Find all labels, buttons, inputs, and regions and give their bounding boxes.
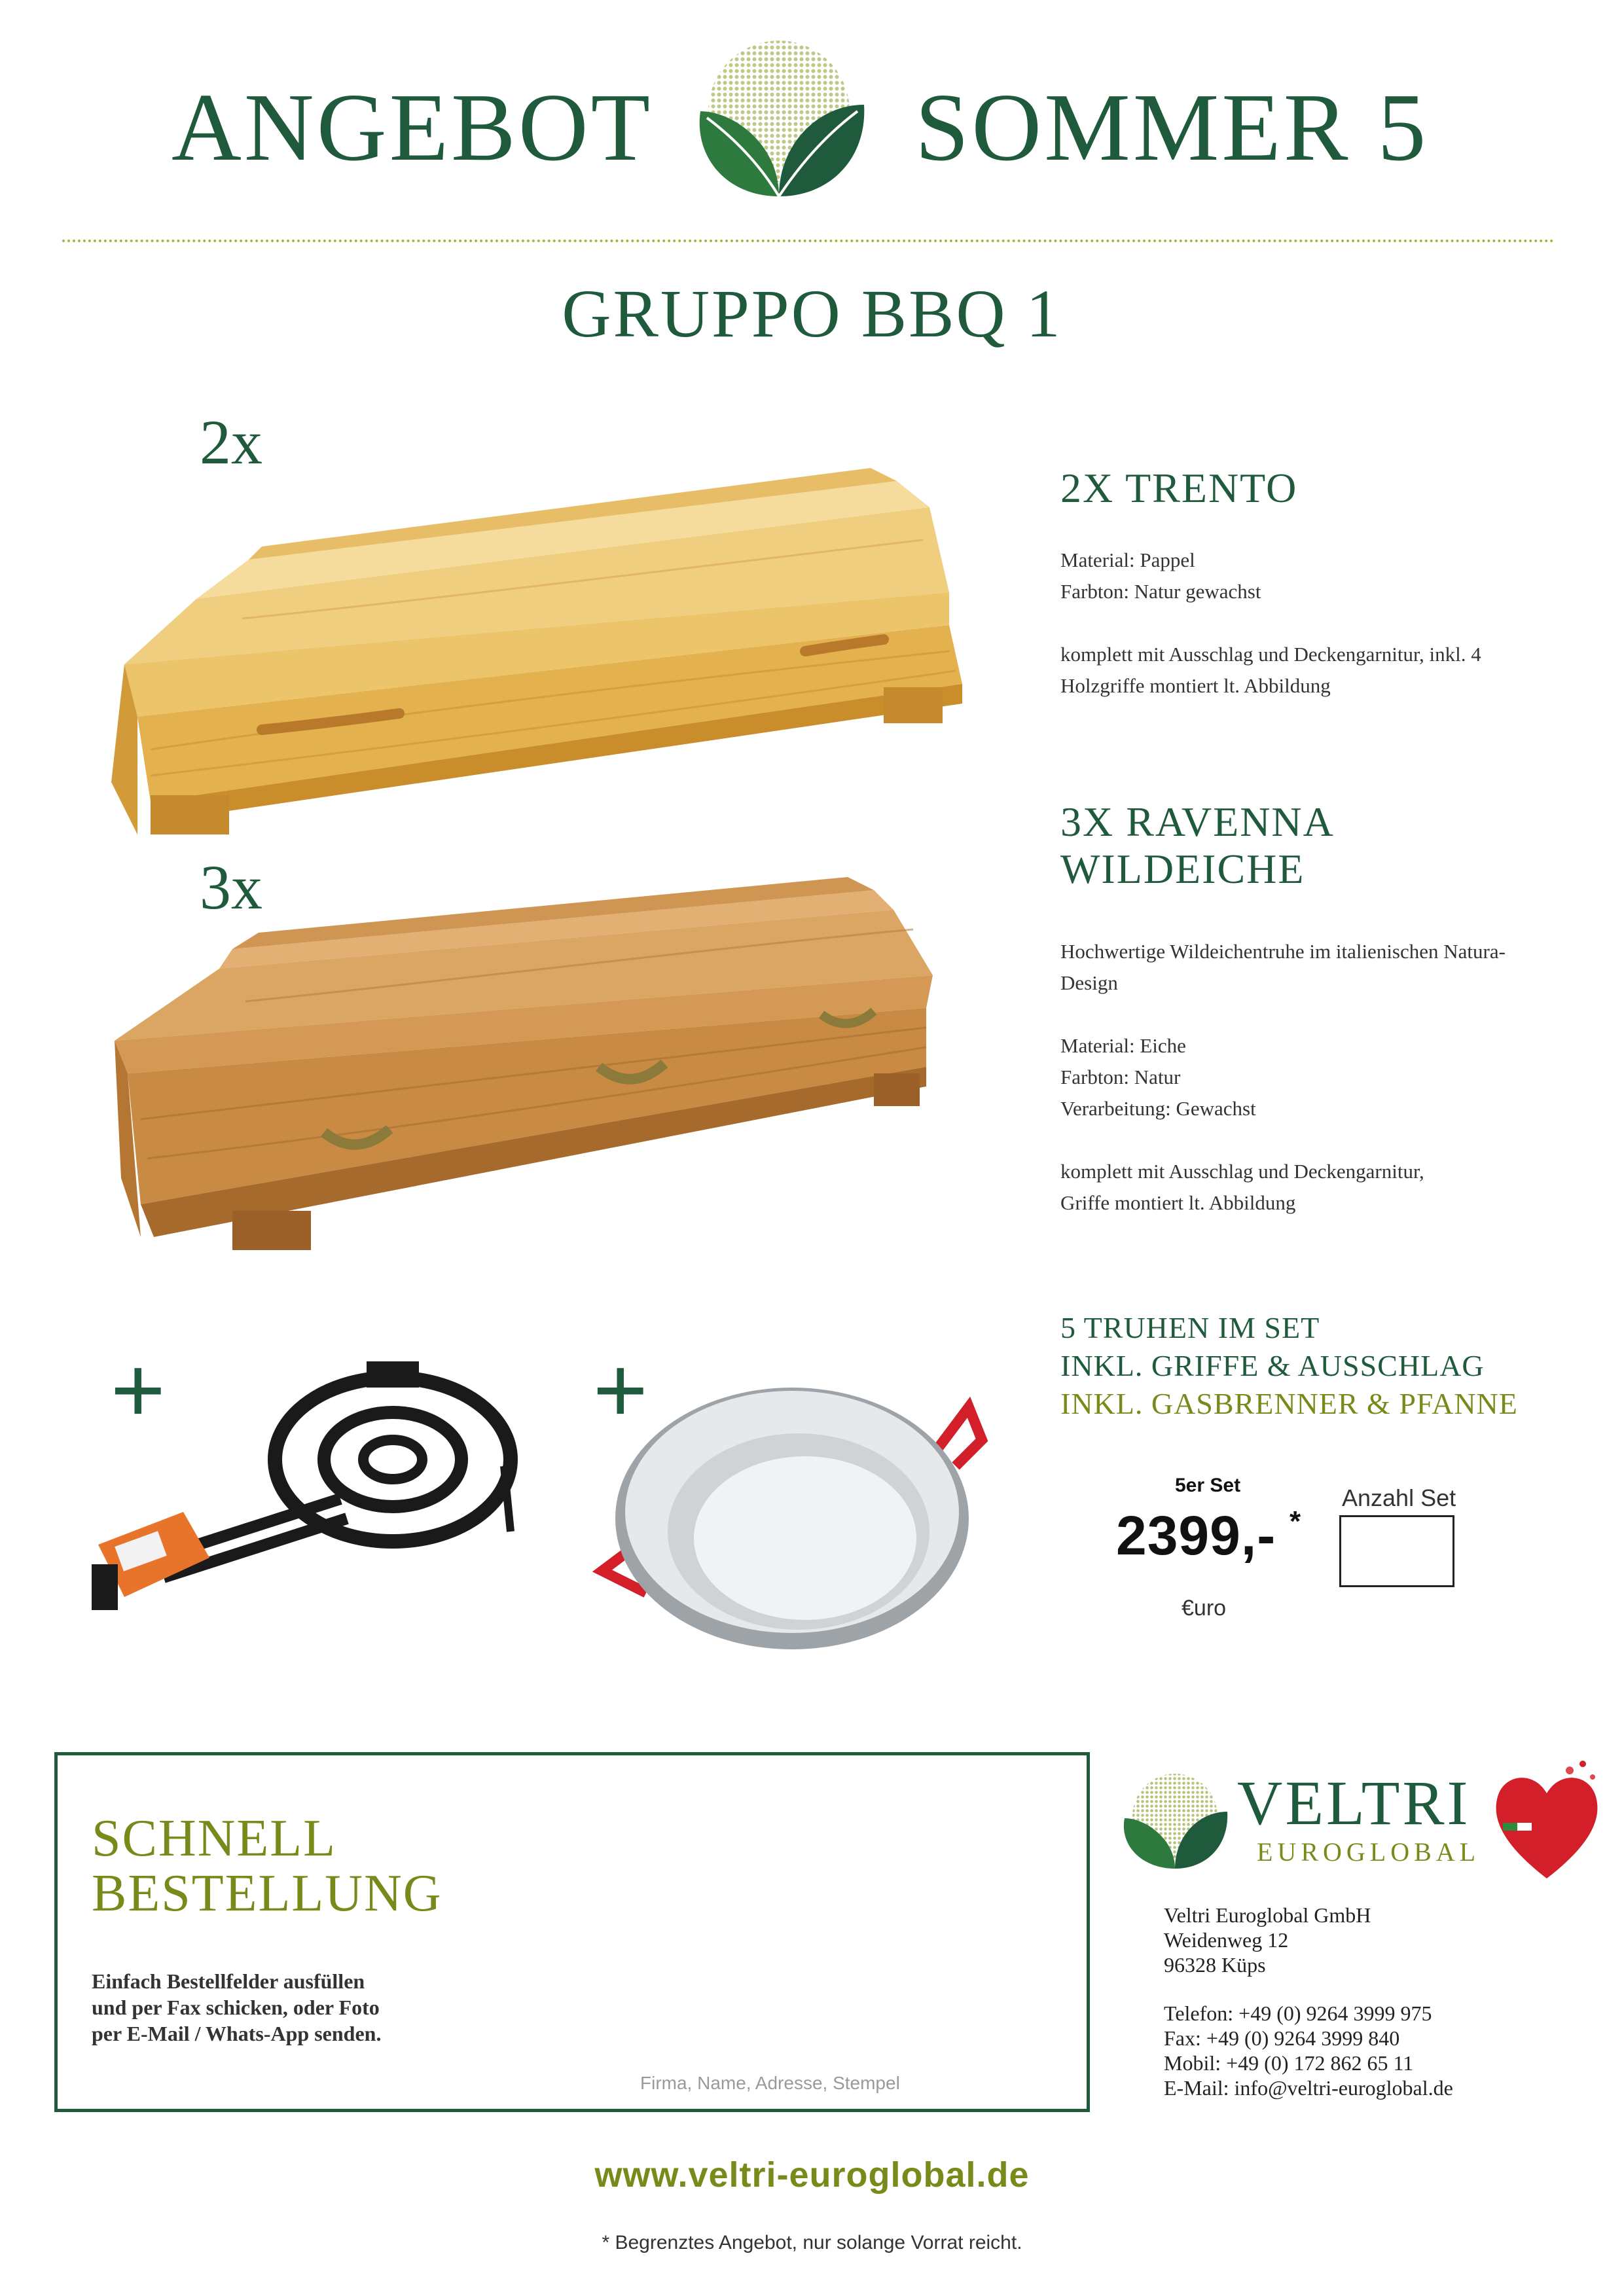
order-form-title <box>92 1811 442 1921</box>
product-count-trento: 2x <box>200 407 262 477</box>
product-title-trento: 2X TRENTO <box>1060 465 1298 511</box>
price-set-label: 5er Set <box>1175 1475 1241 1496</box>
instruction-line: und per Fax schicken, oder Foto <box>92 1996 380 2019</box>
set-line-3: INKL. GASBRENNER & PFANNE <box>1060 1387 1518 1420</box>
contact-line[interactable]: E-Mail: info@veltri-euroglobal.de <box>1164 2076 1453 2100</box>
order-form-box[interactable] <box>54 1752 1090 2112</box>
footer-disclaimer: * Begrenztes Angebot, nur solange Vorrat reicht. <box>602 2232 1022 2253</box>
order-form-title-line: SCHNELL <box>92 1810 336 1867</box>
price-currency: €uro <box>1182 1596 1227 1621</box>
gas-burner-image <box>79 1348 524 1630</box>
address-line: Weidenweg 12 <box>1164 1928 1289 1952</box>
order-form-placeholder: Firma, Name, Adresse, Stempel <box>640 2073 900 2093</box>
desc-line: Hochwertige Wildeichentruhe im italienischen Natura- <box>1060 940 1506 963</box>
address-line: 96328 Küps <box>1164 1953 1266 1977</box>
coffin-trento-image <box>111 468 975 848</box>
instruction-line: per E-Mail / Whats-App senden. <box>92 2022 382 2045</box>
header-separator <box>62 240 1555 242</box>
quantity-input-box[interactable] <box>1339 1515 1454 1587</box>
desc-line: Material: Pappel <box>1060 548 1195 571</box>
company-address <box>1164 1903 1371 1977</box>
plus-sign-pan: + <box>592 1336 649 1445</box>
desc-line: komplett mit Ausschlag und Deckengarnitur, inkl. 4 <box>1060 643 1481 666</box>
price-value: 2399,- <box>1116 1505 1276 1566</box>
quantity-label: Anzahl Set <box>1342 1484 1456 1511</box>
product-desc-ravenna <box>1060 936 1506 1219</box>
contact-line: Telefon: +49 (0) 9264 3999 975 <box>1164 2001 1432 2025</box>
company-contact <box>1164 2001 1453 2100</box>
desc-line: Verarbeitung: Gewachst <box>1060 1097 1256 1120</box>
address-line: Veltri Euroglobal GmbH <box>1164 1903 1371 1927</box>
instruction-line: Einfach Bestellfelder ausfüllen <box>92 1969 365 1993</box>
order-form-instructions <box>92 1968 381 2047</box>
globe-leaves-logo <box>681 33 871 216</box>
page-title: GRUPPO BBQ 1 <box>562 276 1062 351</box>
header-right-word: SOMMER 5 <box>915 74 1429 181</box>
footer-website-link[interactable]: www.veltri-euroglobal.de <box>594 2155 1030 2195</box>
desc-line: Holzgriffe montiert lt. Abbildung <box>1060 674 1331 697</box>
product-count-ravenna: 3x <box>200 852 262 922</box>
plus-sign-burner: + <box>110 1336 166 1445</box>
heart-logo-icon <box>1491 1754 1602 1885</box>
company-brand: VELTRI <box>1237 1768 1471 1838</box>
desc-line: Design <box>1060 971 1118 994</box>
contact-line: Fax: +49 (0) 9264 3999 840 <box>1164 2026 1400 2050</box>
paella-pan-image <box>589 1381 995 1656</box>
desc-line: komplett mit Ausschlag und Deckengarnitur, <box>1060 1160 1424 1183</box>
product-title-line: 3X RAVENNA <box>1060 798 1335 845</box>
coffin-ravenna-image <box>115 870 939 1263</box>
set-line-2: INKL. GRIFFE & AUSSCHLAG <box>1060 1349 1485 1382</box>
company-globe-logo <box>1113 1767 1231 1878</box>
order-form-title-line: BESTELLUNG <box>92 1865 442 1922</box>
product-title-ravenna <box>1060 798 1335 893</box>
desc-line: Farbton: Natur <box>1060 1066 1181 1088</box>
contact-line: Mobil: +49 (0) 172 862 65 11 <box>1164 2051 1414 2075</box>
set-line-1: 5 TRUHEN IM SET <box>1060 1311 1320 1344</box>
price-asterisk: * <box>1290 1505 1301 1537</box>
desc-line: Griffe montiert lt. Abbildung <box>1060 1191 1296 1214</box>
company-sub-brand: EUROGLOBAL <box>1257 1837 1481 1867</box>
desc-line: Material: Eiche <box>1060 1034 1186 1057</box>
product-title-line: WILDEICHE <box>1060 846 1305 892</box>
header-left-word: ANGEBOT <box>171 74 653 181</box>
product-desc-trento <box>1060 545 1481 702</box>
desc-line: Farbton: Natur gewachst <box>1060 580 1261 603</box>
